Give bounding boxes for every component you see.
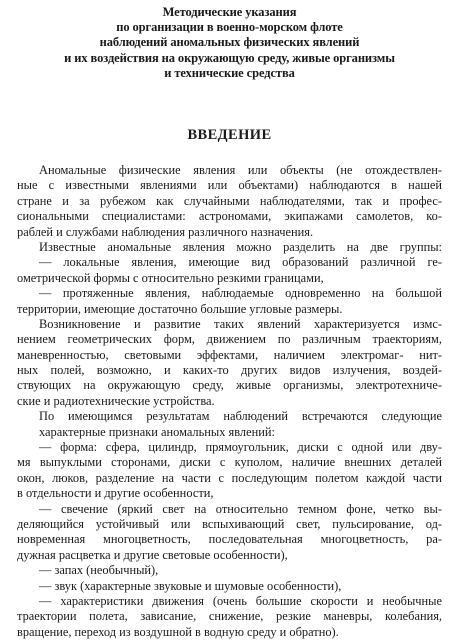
- text-line: ские и радиотехнические устройства.: [17, 393, 215, 408]
- text-line: дужная расцветка и другие световые особенности),: [17, 547, 288, 562]
- text-line: нением геометрических форм, движением по различным траекториям,: [17, 332, 442, 347]
- text-line: стране и за рубежом как случайными наблюдателями, так и профес-: [17, 193, 442, 208]
- text-line: окон, люков, разделение на части с последующим полетом каждой части: [17, 470, 442, 485]
- section-heading: ВВЕДЕНИЕ: [187, 127, 272, 143]
- text-line: ные с известными явлениями или объектами) наблюдаются в нашей: [17, 178, 442, 193]
- title-line: по организации в военно-морском флоте: [116, 20, 343, 35]
- title-line: и их воздействия на окружающую среду, живые организмы: [64, 50, 395, 65]
- text-line: Возникновение и развитие таких явлений характеризуется измс-: [39, 316, 442, 331]
- text-line: — звук (характерные звуковые и шумовые особенности),: [39, 578, 342, 593]
- text-line: По имеющимся результатам наблюдений встречаются следующие: [39, 409, 442, 424]
- text-line: деляющийся устойчивый или вспыхивающий свет, пульсирование, од-: [17, 516, 442, 531]
- text-line: — протяженные явления, наблюдаемые одновременно на большой: [39, 286, 442, 301]
- text-line: сиональными специалистами: астрономами, экипажами самолетов, ко-: [17, 209, 442, 224]
- text-line: Известные аномальные явления можно разделить на две группы:: [39, 239, 442, 254]
- text-line: ометрической формы с относительно резкими границами,: [17, 270, 324, 285]
- text-line: Аномальные физические явления или объекты (не отождествлен-: [39, 163, 442, 177]
- text-line: в отдельности и другие особенности,: [17, 486, 214, 501]
- text-line: характерные признаки аномальных явлений:: [39, 424, 275, 439]
- text-line: новременная многоцветность, последовательная многоцветность, ра-: [17, 532, 442, 547]
- text-line: маневренностью, световыми эффектами, наличием электромаг- нит-: [17, 347, 442, 362]
- title-line: и технические средства: [164, 65, 295, 80]
- text-line: мя выпуклыми сторонами, диски с куполом, наличие внешних деталей: [17, 455, 442, 470]
- text-line: раблей и службами наблюдения различного назначения.: [17, 224, 314, 239]
- text-line: ствующих на окружающую среду, живые организмы, электротехниче-: [17, 378, 442, 393]
- title-line: Методические указания: [162, 5, 297, 19]
- text-line: — запах (необычный),: [39, 563, 159, 578]
- text-line: — локальные явления, имеющие вид образований различной ге-: [39, 255, 442, 270]
- text-line: — свечение (яркий свет на относительно темном фоне, четко вы-: [39, 501, 442, 516]
- text-line: ных полей, возможно, и каких-то других видов излучения, воздей-: [17, 363, 442, 378]
- text-line: траектории полета, зависание, снижение, резкие маневры, колебания,: [17, 609, 442, 624]
- title-line: наблюдений аномальных физических явлений: [99, 35, 360, 50]
- document-title: [24, 5, 435, 81]
- text-line: вращение, переход из воздушной в водную среду и обратно).: [17, 624, 339, 639]
- text-line: — характеристики движения (очень большие скорости и необычные: [39, 593, 442, 608]
- text-line: — форма: сфера, цилиндр, прямоугольник, диски с одной или дву-: [39, 440, 442, 455]
- body-text: [17, 163, 442, 640]
- text-line: территории, имеющие достаточно большие угловые размеры.: [17, 301, 343, 316]
